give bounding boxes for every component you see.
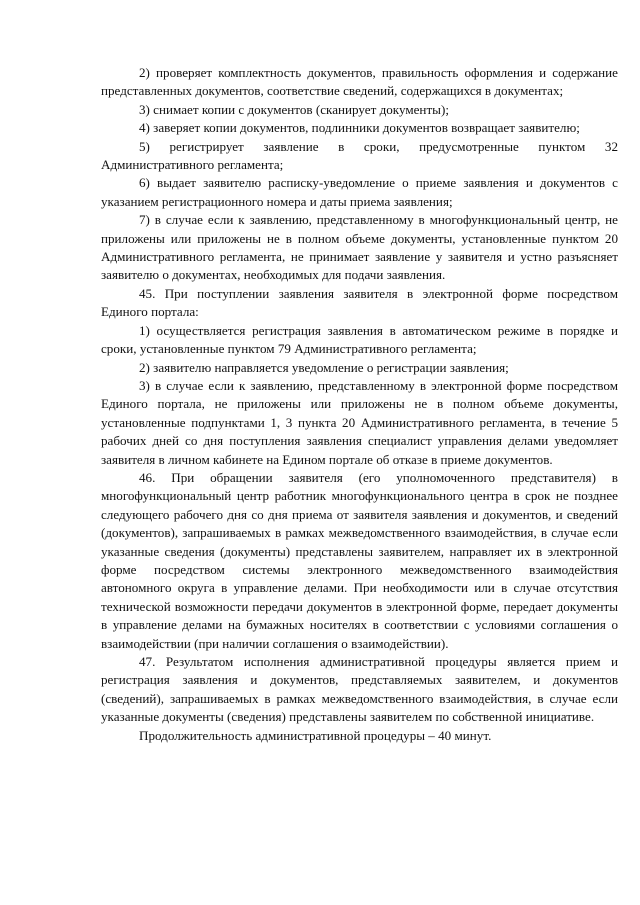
paragraph-clause-45-item-3: 3) в случае если к заявлению, представленному в электронной форме посредством Единого портала, не приложены или приложены не в полном объеме документы, установленные подпунктами 1, 3 пункта 20 Административного регламента, в течение 5 рабочих дней со дня поступления заявления специалист управления делами уведомляет заявителя в личном кабинете на Едином портале об отказе в приеме документов. bbox=[101, 377, 618, 467]
paragraph-item-4: 4) заверяет копии документов, подлинники документов возвращает заявителю; bbox=[139, 120, 580, 136]
paragraph-clause-46: 46. При обращении заявителя (его уполномоченного представителя) в многофункциональный центр работник многофункционального центра в срок не позднее следующего рабочего дня со дня приема от заявителя заявления и документов, и сведений (документов), запрашиваемых в рамках межведомственного взаимодействия, в случае если указанные сведения (документы) представлены заявителем, направляет их в электронной форме посредством системы электронного межведомственного взаимодействия автономного округа в управление делами. При необходимости или в случае отсутствия технической возможности передачи документов в электронной форме, передает документы в управление делами на бумажных носителях в соответствии с условиями соглашения о взаимодействии (при наличии соглашения о взаимодействии). bbox=[101, 469, 618, 651]
document-page bbox=[101, 64, 618, 745]
paragraph-clause-45-item-2: 2) заявителю направляется уведомление о регистрации заявления; bbox=[139, 359, 509, 375]
paragraph-item-5: 5) регистрирует заявление в сроки, предусмотренные пунктом 32 Административного регламента; bbox=[101, 138, 618, 173]
paragraph-clause-45: 45. При поступлении заявления заявителя в электронной форме посредством Единого портала: bbox=[101, 285, 618, 320]
paragraph-duration: Продолжительность административной процедуры – 40 минут. bbox=[139, 727, 492, 743]
paragraph-item-2: 2) проверяет комплектность документов, правильность оформления и содержание представленных документов, соответствие сведений, содержащихся в документах; bbox=[101, 65, 618, 99]
paragraph-clause-47: 47. Результатом исполнения административной процедуры является прием и регистрация заявления и документов, представляемых заявителем, и документов (сведений), запрашиваемых в рамках межведомственного взаимодействия, в случае если указанные документы (сведения) представлены заявителем по собственной инициативе. bbox=[101, 654, 618, 725]
paragraph-item-7: 7) в случае если к заявлению, представленному в многофункциональный центр, не приложены или приложены не в полном объеме документы, установленные пунктом 20 Административного регламента, не принимает заявление у заявителя и устно разъясняет заявителю о документах, необходимых для подачи заявления. bbox=[101, 212, 618, 283]
paragraph-item-6: 6) выдает заявителю расписку-уведомление о приеме заявления и документов с указанием регистрационного номера и даты приема заявления; bbox=[101, 175, 618, 209]
paragraph-clause-45-item-1: 1) осуществляется регистрация заявления в автоматическом режиме в порядке и сроки, установленные пунктом 79 Административного регламента; bbox=[101, 322, 618, 357]
paragraph-item-3: 3) снимает копии с документов (сканирует документы); bbox=[139, 101, 449, 117]
